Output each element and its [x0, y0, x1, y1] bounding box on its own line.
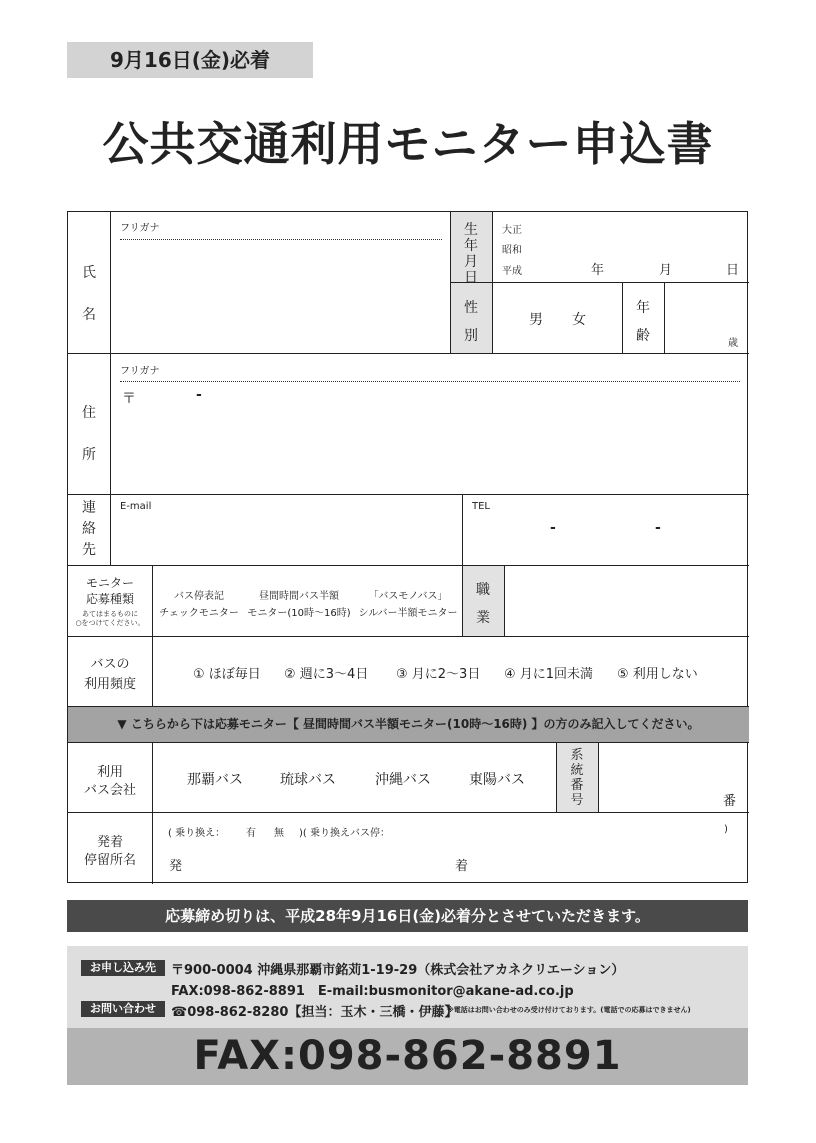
- month-unit: 月: [659, 263, 673, 278]
- stop-label-1: 発着: [96, 835, 123, 850]
- stop-label-2: 停留所名: [83, 853, 136, 868]
- transfer-stop-label: )( 乗り換えバス停：: [299, 828, 390, 839]
- year-unit: 年: [591, 263, 605, 278]
- bus-company-okinawa[interactable]: 沖縄バス: [375, 772, 431, 788]
- monitor-type-note-2: ○をつけてください。: [75, 619, 145, 627]
- apply-fax-email[interactable]: FAX:098-862-8891 E-mail:busmonitor@akane-ad.co.jp: [171, 984, 574, 999]
- monitor-option-1-line2[interactable]: チェックモニター: [159, 608, 239, 619]
- deadline-tag: 9月16日(金)必着: [67, 42, 313, 78]
- tel-dash-1: -: [550, 520, 556, 536]
- bus-company-toyo[interactable]: 東陽バス: [469, 772, 525, 788]
- monitor-type-label-2: 応募種類: [85, 592, 134, 606]
- monitor-option-3-line2[interactable]: シルバー半額モニター: [358, 608, 458, 619]
- gender-female[interactable]: 女: [572, 312, 586, 328]
- arrive-label: 着: [455, 859, 469, 874]
- transfer-yes[interactable]: 有: [246, 828, 256, 839]
- monitor-option-1-line1[interactable]: バス停表記: [174, 591, 224, 602]
- section-banner: ▼ こちらから下は応募モニター【 昼間時間バス半額モニター(10時～16時) 】の方のみ記入してください。: [68, 707, 749, 742]
- apply-address: 〒900-0004 沖縄県那覇市銘苅1-19-29（株式会社アカネクリエーション）: [171, 963, 625, 978]
- era-heisei[interactable]: 平成: [502, 266, 522, 277]
- inquiry-phone[interactable]: ☎098-862-8280【担当：玉木・三橋・伊藤】: [171, 1005, 458, 1020]
- fax-number-large: FAX:098-862-8891: [67, 1028, 748, 1085]
- transfer-open: ( 乗り換え：: [168, 828, 226, 839]
- frequency-option-3[interactable]: ③ 月に2～3日: [396, 667, 481, 682]
- tel-dash-2: -: [655, 520, 661, 536]
- monitor-type-note-1: あてはまるものに: [82, 610, 138, 618]
- bus-company-naha[interactable]: 那覇バス: [187, 772, 243, 788]
- monitor-option-2-line2[interactable]: モニター(10時～16時): [247, 608, 351, 619]
- contact-label: 連絡先: [82, 500, 96, 558]
- bus-company-label-2: バス会社: [83, 783, 136, 798]
- frequency-option-5[interactable]: ⑤ 利用しない: [617, 667, 698, 682]
- era-showa[interactable]: 昭和: [502, 245, 522, 256]
- bus-company-label-1: 利用: [96, 765, 123, 780]
- gender-label: 性別: [464, 300, 478, 344]
- age-unit: 歳: [728, 338, 738, 349]
- era-taisho[interactable]: 大正: [502, 225, 522, 236]
- name-furigana-label: フリガナ: [120, 223, 160, 234]
- page-title: 公共交通利用モニター申込書: [102, 117, 714, 171]
- name-label: 氏名: [82, 265, 96, 323]
- transfer-no[interactable]: 無: [274, 828, 284, 839]
- email-label: E-mail: [120, 501, 152, 512]
- age-label: 年齢: [636, 300, 650, 344]
- apply-tag: お申し込み先: [81, 960, 165, 976]
- occupation-label: 職業: [476, 582, 490, 626]
- postal-dash: -: [196, 387, 202, 403]
- bus-company-ryukyu[interactable]: 琉球バス: [280, 772, 336, 788]
- inquiry-phone-note: ※電話はお問い合わせのみ受け付けております。(電話での応募はできません): [447, 1006, 691, 1014]
- address-furigana-label: フリガナ: [120, 366, 160, 377]
- frequency-label-2: 利用頻度: [83, 677, 136, 692]
- gender-male[interactable]: 男: [529, 312, 543, 328]
- frequency-option-1[interactable]: ① ほぼ毎日: [193, 667, 261, 682]
- route-number-unit: 番: [723, 794, 737, 809]
- address-label: 住所: [82, 405, 96, 463]
- day-unit: 日: [726, 263, 740, 278]
- application-form-grid: [67, 211, 748, 883]
- postal-mark: 〒: [122, 391, 136, 407]
- depart-label: 発: [169, 859, 183, 874]
- deadline-banner: 応募締め切りは、平成28年9月16日(金)必着分とさせていただきます。: [67, 900, 748, 932]
- birth-label: 生年月日: [464, 222, 478, 286]
- frequency-option-4[interactable]: ④ 月に1回未満: [504, 667, 594, 682]
- monitor-type-label-1: モニター: [85, 576, 134, 590]
- inquiry-tag: お問い合わせ: [81, 1001, 165, 1017]
- contact-info-box: [67, 946, 748, 1028]
- monitor-option-3-line1[interactable]: 「バスモノバス」: [368, 591, 448, 602]
- monitor-option-2-line1[interactable]: 昼間時間バス半額: [259, 591, 339, 602]
- transfer-close: ): [724, 824, 728, 835]
- frequency-label-1: バスの: [90, 657, 130, 672]
- route-number-label: 系統番号: [570, 748, 584, 808]
- tel-label: TEL: [472, 501, 490, 512]
- frequency-option-2[interactable]: ② 週に3～4日: [284, 667, 369, 682]
